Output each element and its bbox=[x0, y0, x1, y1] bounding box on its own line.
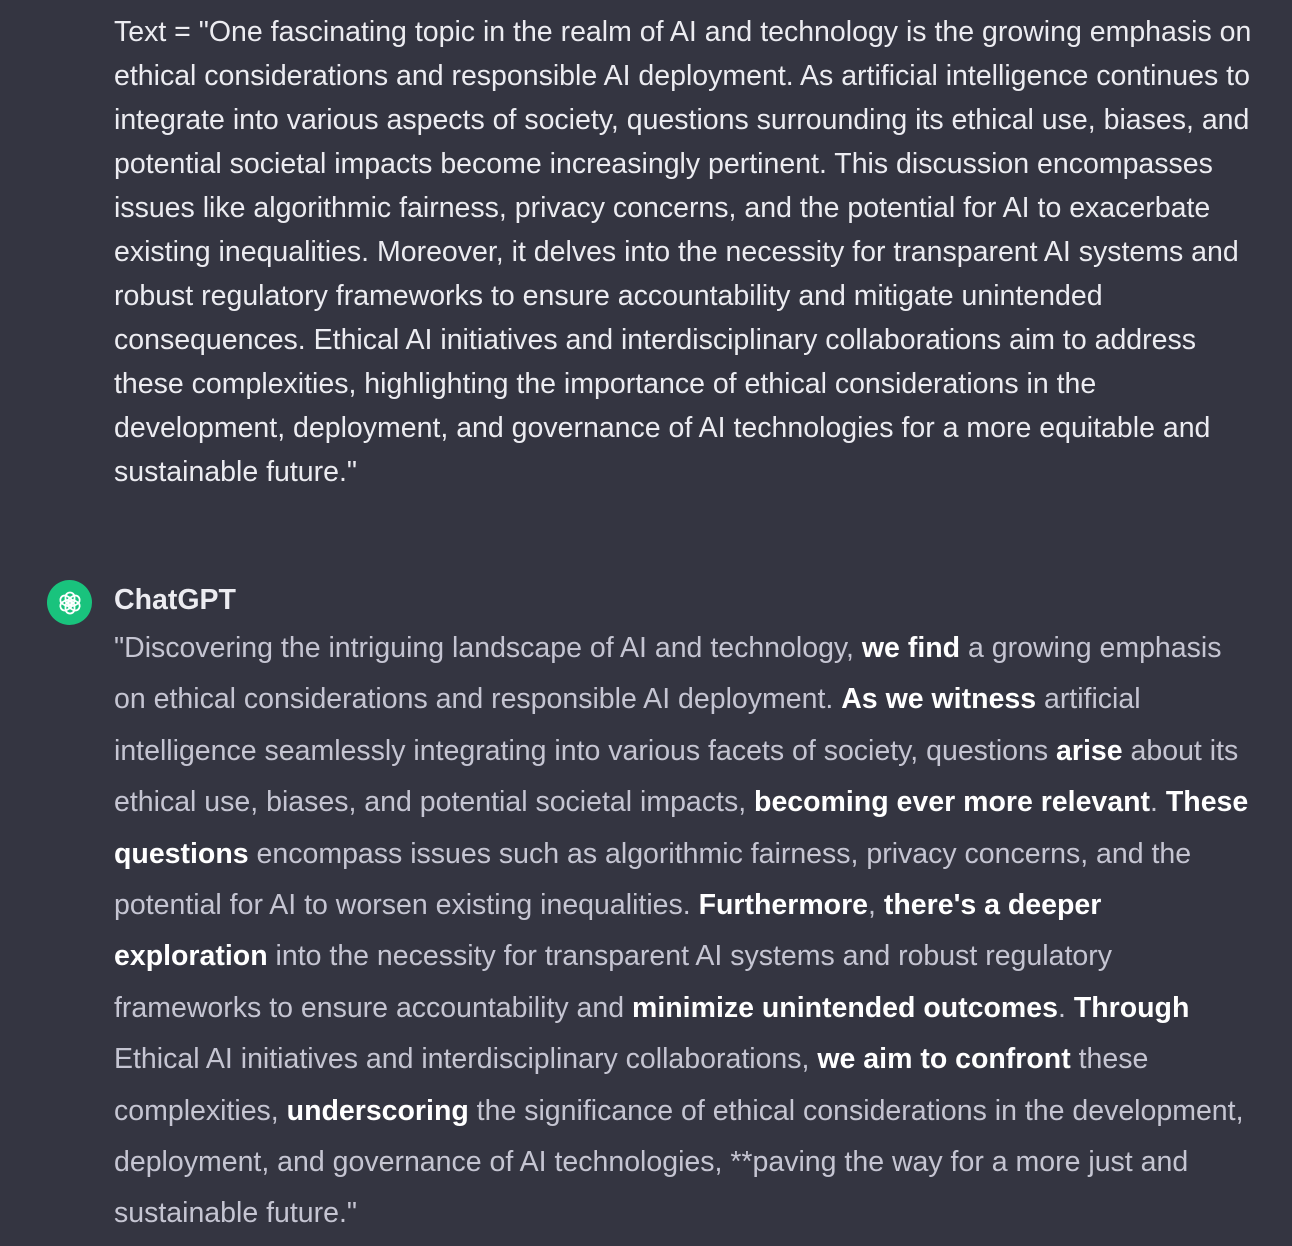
message-text-run: "Discovering the intriguing landscape of AI and technology, bbox=[114, 632, 862, 664]
message-text-run: these complexities, bbox=[114, 1043, 1149, 1127]
assistant-message-text bbox=[114, 623, 1254, 1240]
emphasized-text: becoming ever more relevant bbox=[754, 786, 1151, 819]
message-text-run: . bbox=[1150, 786, 1166, 819]
message-text-run: , bbox=[868, 889, 884, 922]
emphasized-text: there's a deeper exploration bbox=[114, 889, 1102, 973]
emphasized-text: These questions bbox=[114, 786, 1249, 870]
emphasized-text: arise bbox=[1056, 734, 1123, 767]
emphasized-text: we find bbox=[861, 632, 961, 664]
message-text-run: . bbox=[1057, 991, 1074, 1024]
assistant-name: ChatGPT bbox=[114, 584, 236, 616]
emphasized-text: Furthermore bbox=[698, 889, 869, 922]
message-text-run: encompass issues such as algorithmic fairness, privacy concerns, and the potential for AI to worsen existing inequalities. bbox=[114, 837, 1192, 922]
assistant-avatar bbox=[47, 580, 92, 625]
message-text-run: Ethical AI initiatives and interdisciplinary collaborations, bbox=[114, 1043, 818, 1076]
user-message-text: Text = "One fascinating topic in the realm of AI and technology is the growing emphasis on ethical considerations and responsible AI deployment. As artificial intelligence continues to integrate into various aspects of society, questions surrounding its ethical use, biases, and potential societal impacts become increasingly pertinent. This discussion encompasses issues like algorithmic fairness, privacy concerns, and the potential for AI to exacerbate existing inequalities. Moreover, it delves into the necessity for transparent AI systems and robust regulatory frameworks to ensure accountability and mitigate unintended consequences. Ethical AI initiatives and interdisciplinary collaborations aim to address these complexities, highlighting the importance of ethical considerations in the development, deployment, and governance of AI technologies for a more equitable and sustainable future." bbox=[114, 16, 1252, 488]
emphasized-text: underscoring bbox=[286, 1094, 469, 1127]
emphasized-text: we aim to confront bbox=[817, 1043, 1071, 1076]
message-text-run: a growing emphasis on ethical considerations and responsible AI deployment. bbox=[114, 632, 1222, 716]
message-text-run: the significance of ethical considerations in the development, deployment, and governance of AI technologies, **paving the way for a more just and sustainable future." bbox=[114, 1094, 1244, 1230]
message-text-run: about its ethical use, biases, and potential societal impacts, bbox=[114, 734, 1239, 819]
message-text-run: into the necessity for transparent AI systems and robust regulatory frameworks to ensure accountability and bbox=[114, 940, 1112, 1024]
emphasized-text: Through bbox=[1073, 991, 1190, 1024]
emphasized-text: minimize unintended outcomes bbox=[632, 991, 1058, 1024]
emphasized-text: As we witness bbox=[841, 683, 1037, 716]
message-text-run: artificial intelligence seamlessly integrating into various facets of society, questions bbox=[114, 683, 1141, 767]
openai-logo-icon bbox=[55, 588, 85, 618]
